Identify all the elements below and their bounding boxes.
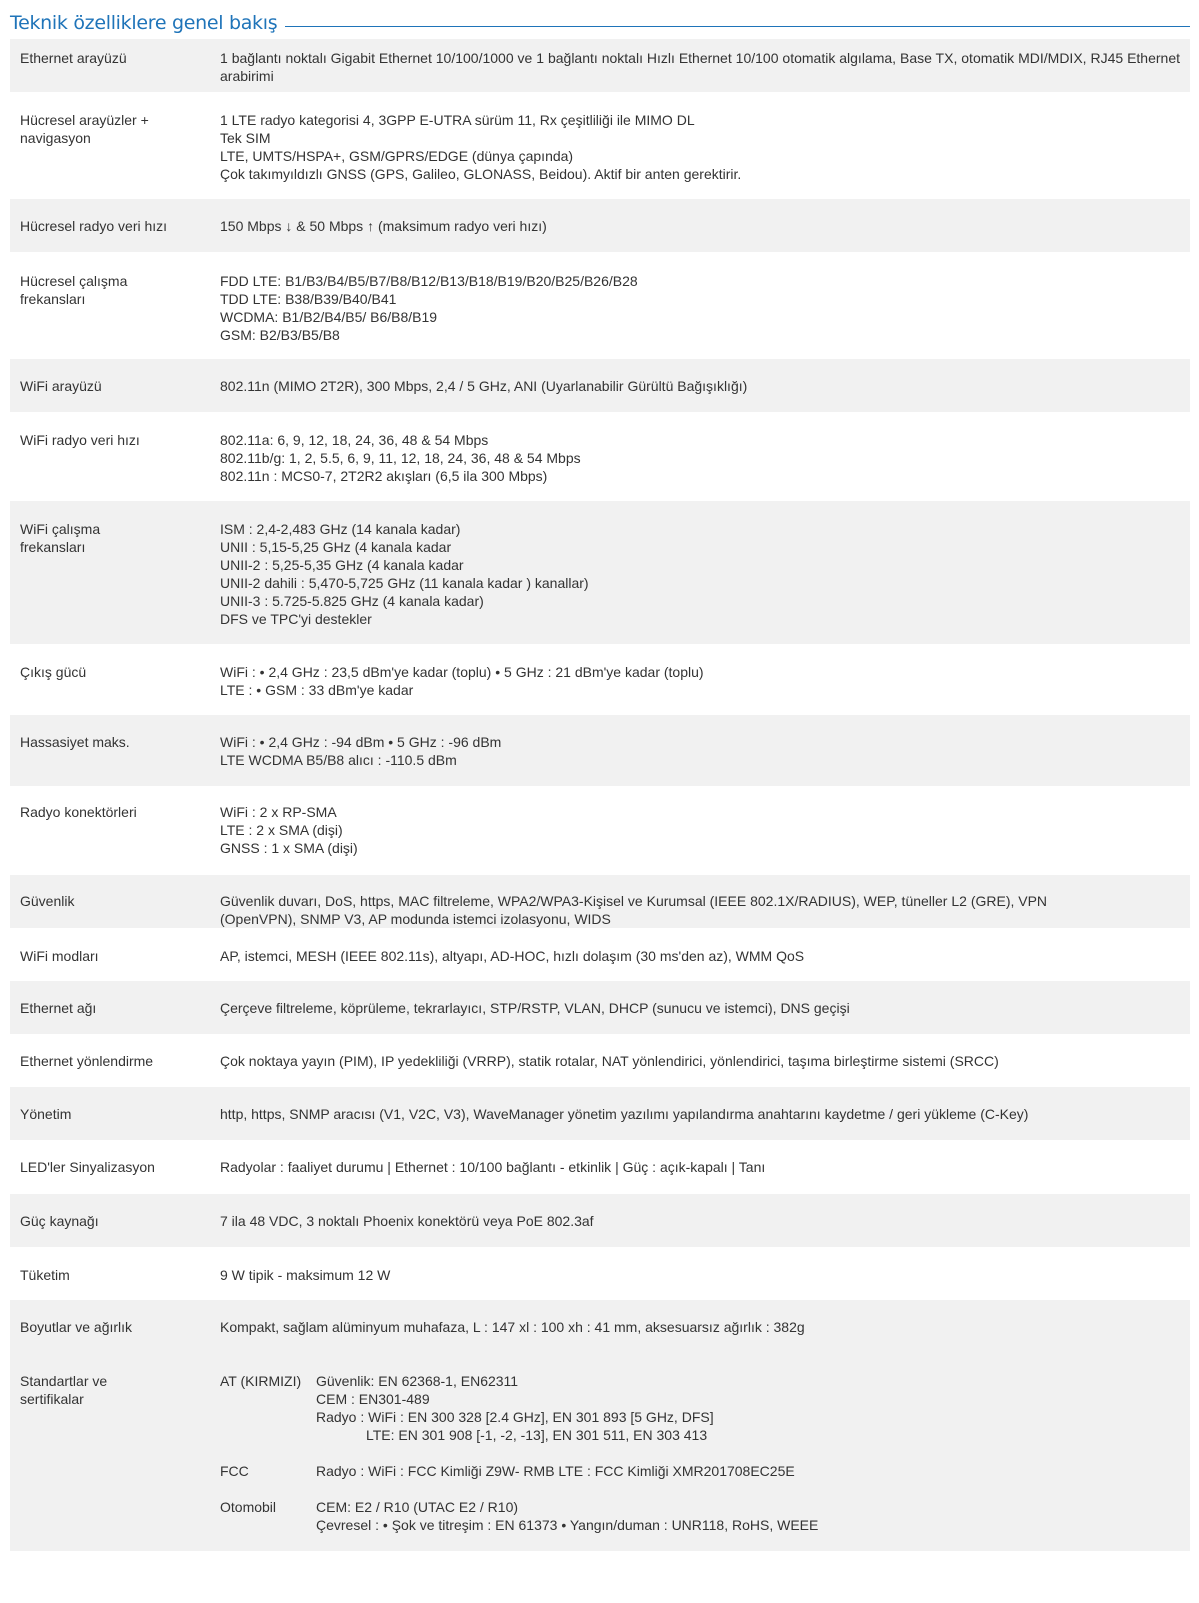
spec-label: Çıkış gücü — [20, 664, 87, 680]
spec-value-line: 802.11n : MCS0-7, 2T2R2 akışları (6,5 ila 300 Mbps) — [220, 468, 548, 484]
standards-group — [220, 1462, 1180, 1480]
spec-value-line: UNII-3 : 5.725-5.825 GHz (4 kanala kadar) — [220, 593, 484, 609]
spec-row — [10, 1034, 1190, 1087]
spec-value-line: LTE, UMTS/HSPA+, GSM/GPRS/EDGE (dünya çapında) — [220, 148, 574, 164]
spec-value-line: FDD LTE: B1/B3/B4/B5/B7/B8/B12/B13/B18/B19/B20/B25/B26/B28 — [220, 273, 638, 289]
standards-group-key: Otomobil — [220, 1499, 277, 1515]
spec-value-line: (OpenVPN), SNMP V3, AP modunda istemci izolasyonu, WIDS — [220, 911, 611, 927]
standards-line: Radyo : WiFi : EN 300 328 [2.4 GHz], EN 301 893 [5 GHz, DFS] — [316, 1409, 714, 1425]
spec-value — [220, 803, 1180, 875]
spec-value — [220, 111, 1180, 199]
spec-label: Standartlar ve sertifikalar — [20, 1373, 108, 1407]
spec-label: WiFi modları — [20, 948, 99, 964]
standards-line: CEM : EN301-489 — [316, 1391, 430, 1407]
spec-value-line: WiFi : • 2,4 GHz : -94 dBm • 5 GHz : -96 dBm — [220, 734, 502, 750]
spec-row — [10, 199, 1190, 252]
spec-label: LED'ler Sinyalizasyon — [20, 1159, 155, 1175]
spec-value-line: LTE : • GSM : 33 dBm'ye kadar — [220, 682, 414, 698]
spec-row — [10, 1087, 1190, 1140]
spec-label: Radyo konektörleri — [20, 804, 137, 820]
spec-value — [220, 272, 1180, 359]
spec-row — [10, 1194, 1190, 1247]
spec-value-line: UNII : 5,15-5,25 GHz (4 kanala kadar — [220, 539, 452, 555]
spec-value — [220, 947, 1180, 981]
spec-label: Ethernet yönlendirme — [20, 1053, 154, 1069]
spec-value-line: Kompakt, sağlam alüminyum muhafaza, L : 147 xl : 100 xh : 41 mm, aksesuarsız ağırlık : 382g — [220, 1319, 805, 1335]
spec-label: Hassasiyet maks. — [20, 734, 130, 750]
spec-label: Boyutlar ve ağırlık — [20, 1319, 133, 1335]
spec-row — [10, 1140, 1190, 1194]
section-title: Teknik özelliklere genel bakış — [10, 12, 278, 34]
spec-value-line: 802.11a: 6, 9, 12, 18, 24, 36, 48 & 54 Mbps — [220, 432, 489, 448]
spec-value-line: Tek SIM — [220, 130, 271, 146]
spec-value — [220, 892, 1180, 928]
spec-value-line: LTE : 2 x SMA (dişi) — [220, 822, 343, 838]
spec-value — [220, 663, 1180, 715]
standards-line: Güvenlik: EN 62368-1, EN62311 — [316, 1373, 519, 1389]
spec-row — [10, 928, 1190, 981]
spec-value-line: AP, istemci, MESH (IEEE 802.11s), altyapı, AD-HOC, hızlı dolaşım (30 ms'den az), WMM QoS — [220, 948, 805, 964]
spec-label: Güç kaynağı — [20, 1213, 99, 1229]
spec-value-line: UNII-2 dahili : 5,470-5,725 GHz (11 kanala kadar ) kanallar) — [220, 575, 589, 591]
spec-row — [10, 786, 1190, 875]
spec-value-line: WCDMA: B1/B2/B4/B5/ B6/B8/B19 — [220, 309, 438, 325]
spec-row — [10, 875, 1190, 928]
spec-row — [10, 412, 1190, 501]
spec-value-line: Çok takımyıldızlı GNSS (GPS, Galileo, GLONASS, Beidou). Aktif bir anten gerektirir. — [220, 166, 742, 182]
standards-group — [220, 1498, 1180, 1534]
spec-value-line: 7 ila 48 VDC, 3 noktalı Phoenix konektörü veya PoE 802.3af — [220, 1213, 594, 1229]
spec-value-line: 9 W tipik - maksimum 12 W — [220, 1267, 391, 1283]
spec-row — [10, 39, 1190, 92]
spec-value — [220, 1158, 1180, 1194]
spec-label: Tüketim — [20, 1267, 70, 1283]
standards-line: Radyo : WiFi : FCC Kimliği Z9W- RMB LTE : FCC Kimliği XMR201708EC25E — [316, 1463, 795, 1479]
spec-row — [10, 501, 1190, 644]
spec-row — [10, 981, 1190, 1034]
spec-value-line: 802.11n (MIMO 2T2R), 300 Mbps, 2,4 / 5 GHz, ANI (Uyarlanabilir Gürültü Bağışıklığı) — [220, 378, 748, 394]
spec-label: Ethernet arayüzü — [20, 50, 127, 66]
standards-line: CEM: E2 / R10 (UTAC E2 / R10) — [316, 1499, 519, 1515]
spec-value-line: WiFi : • 2,4 GHz : 23,5 dBm'ye kadar (toplu) • 5 GHz : 21 dBm'ye kadar (toplu) — [220, 664, 704, 680]
title-underline — [285, 26, 1190, 27]
spec-value — [220, 431, 1180, 501]
spec-label: WiFi radyo veri hızı — [20, 432, 140, 448]
standards-group-key: AT (KIRMIZI) — [220, 1373, 302, 1389]
spec-value-line: Çerçeve filtreleme, köprüleme, tekrarlayıcı, STP/RSTP, VLAN, DHCP (sunucu ve istemci), DNS geçişi — [220, 1000, 850, 1016]
spec-label: Hücresel çalışma frekansları — [20, 273, 128, 307]
standards-value — [220, 1372, 1180, 1551]
spec-row — [10, 1247, 1190, 1300]
spec-value-line: Çok noktaya yayın (PIM), IP yedekliliği (VRRP), statik rotalar, NAT yönlendirici, yönlendirici, taşıma birleştirme sistemi (SRCC) — [220, 1053, 999, 1069]
spec-value — [220, 1105, 1180, 1140]
standards-group — [220, 1372, 1180, 1444]
spec-value — [220, 217, 1180, 252]
spec-row — [10, 644, 1190, 715]
spec-value — [220, 520, 1180, 644]
spec-value-line: 1 bağlantı noktalı Gigabit Ethernet 10/100/1000 ve 1 bağlantı noktalı Hızlı Ethernet 10/100 otomatik algılama, Base TX, otomatik MDI/MDIX, RJ45 Ethernet arabirimi — [220, 50, 1180, 84]
spec-value-line: 802.11b/g: 1, 2, 5.5, 6, 9, 11, 12, 18, 24, 36, 48 & 54 Mbps — [220, 450, 581, 466]
spec-label: Ethernet ağı — [20, 1000, 97, 1016]
spec-row — [10, 92, 1190, 199]
standards-line: LTE: EN 301 908 [-1, -2, -13], EN 301 511, EN 303 413 — [366, 1427, 708, 1443]
spec-value — [220, 1266, 1180, 1300]
spec-value — [220, 49, 1180, 92]
spec-value-line: 150 Mbps ↓ & 50 Mbps ↑ (maksimum radyo veri hızı) — [220, 218, 547, 234]
spec-label: WiFi arayüzü — [20, 378, 102, 394]
spec-value-line: DFS ve TPC'yi destekler — [220, 611, 372, 627]
spec-row — [10, 359, 1190, 412]
spec-value — [220, 1318, 1180, 1353]
spec-value-line: http, https, SNMP aracısı (V1, V2C, V3), WaveManager yönetim yazılımı yapılandırma anahtarını kaydetme / geri yükleme (C-Key) — [220, 1106, 1029, 1122]
spec-value-line: Radyolar : faaliyet durumu | Ethernet : 10/100 bağlantı - etkinlik | Güç : açık-kapalı | Tanı — [220, 1159, 766, 1175]
spec-table — [10, 39, 1190, 1551]
section-header — [10, 10, 1190, 36]
spec-value-line: ISM : 2,4-2,483 GHz (14 kanala kadar) — [220, 521, 461, 537]
spec-label: Hücresel radyo veri hızı — [20, 218, 168, 234]
spec-value — [220, 377, 1180, 412]
standards-line: Çevresel : • Şok ve titreşim : EN 61373 • Yangın/duman : UNR118, RoHS, WEEE — [316, 1517, 819, 1533]
spec-value-line: LTE WCDMA B5/B8 alıcı : -110.5 dBm — [220, 752, 457, 768]
standards-group-key: FCC — [220, 1463, 249, 1479]
spec-label: Yönetim — [20, 1106, 72, 1122]
spec-row — [10, 1300, 1190, 1353]
spec-value — [220, 999, 1180, 1034]
spec-row — [10, 715, 1190, 786]
spec-value-line: 1 LTE radyo kategorisi 4, 3GPP E-UTRA sürüm 11, Rx çeşitliliği ile MIMO DL — [220, 112, 695, 128]
spec-value — [220, 1212, 1180, 1247]
spec-value-line: Güvenlik duvarı, DoS, https, MAC filtreleme, WPA2/WPA3-Kişisel ve Kurumsal (IEEE 802.1X/RADIUS), WEP, tüneller L2 (GRE), VPN — [220, 893, 1048, 909]
spec-value-line: UNII-2 : 5,25-5,35 GHz (4 kanala kadar — [220, 557, 464, 573]
spec-value — [220, 733, 1180, 786]
spec-value-line: WiFi : 2 x RP-SMA — [220, 804, 337, 820]
spec-label: Güvenlik — [20, 893, 75, 909]
spec-value-line: TDD LTE: B38/B39/B40/B41 — [220, 291, 397, 307]
spec-row — [10, 252, 1190, 359]
spec-value-line: GSM: B2/B3/B5/B8 — [220, 327, 340, 343]
spec-label: WiFi çalışma frekansları — [20, 521, 101, 555]
spec-row-standards — [10, 1353, 1190, 1551]
spec-value-line: GNSS : 1 x SMA (dişi) — [220, 840, 358, 856]
spec-value — [220, 1052, 1180, 1087]
spec-label: Hücresel arayüzler + navigasyon — [20, 112, 149, 146]
